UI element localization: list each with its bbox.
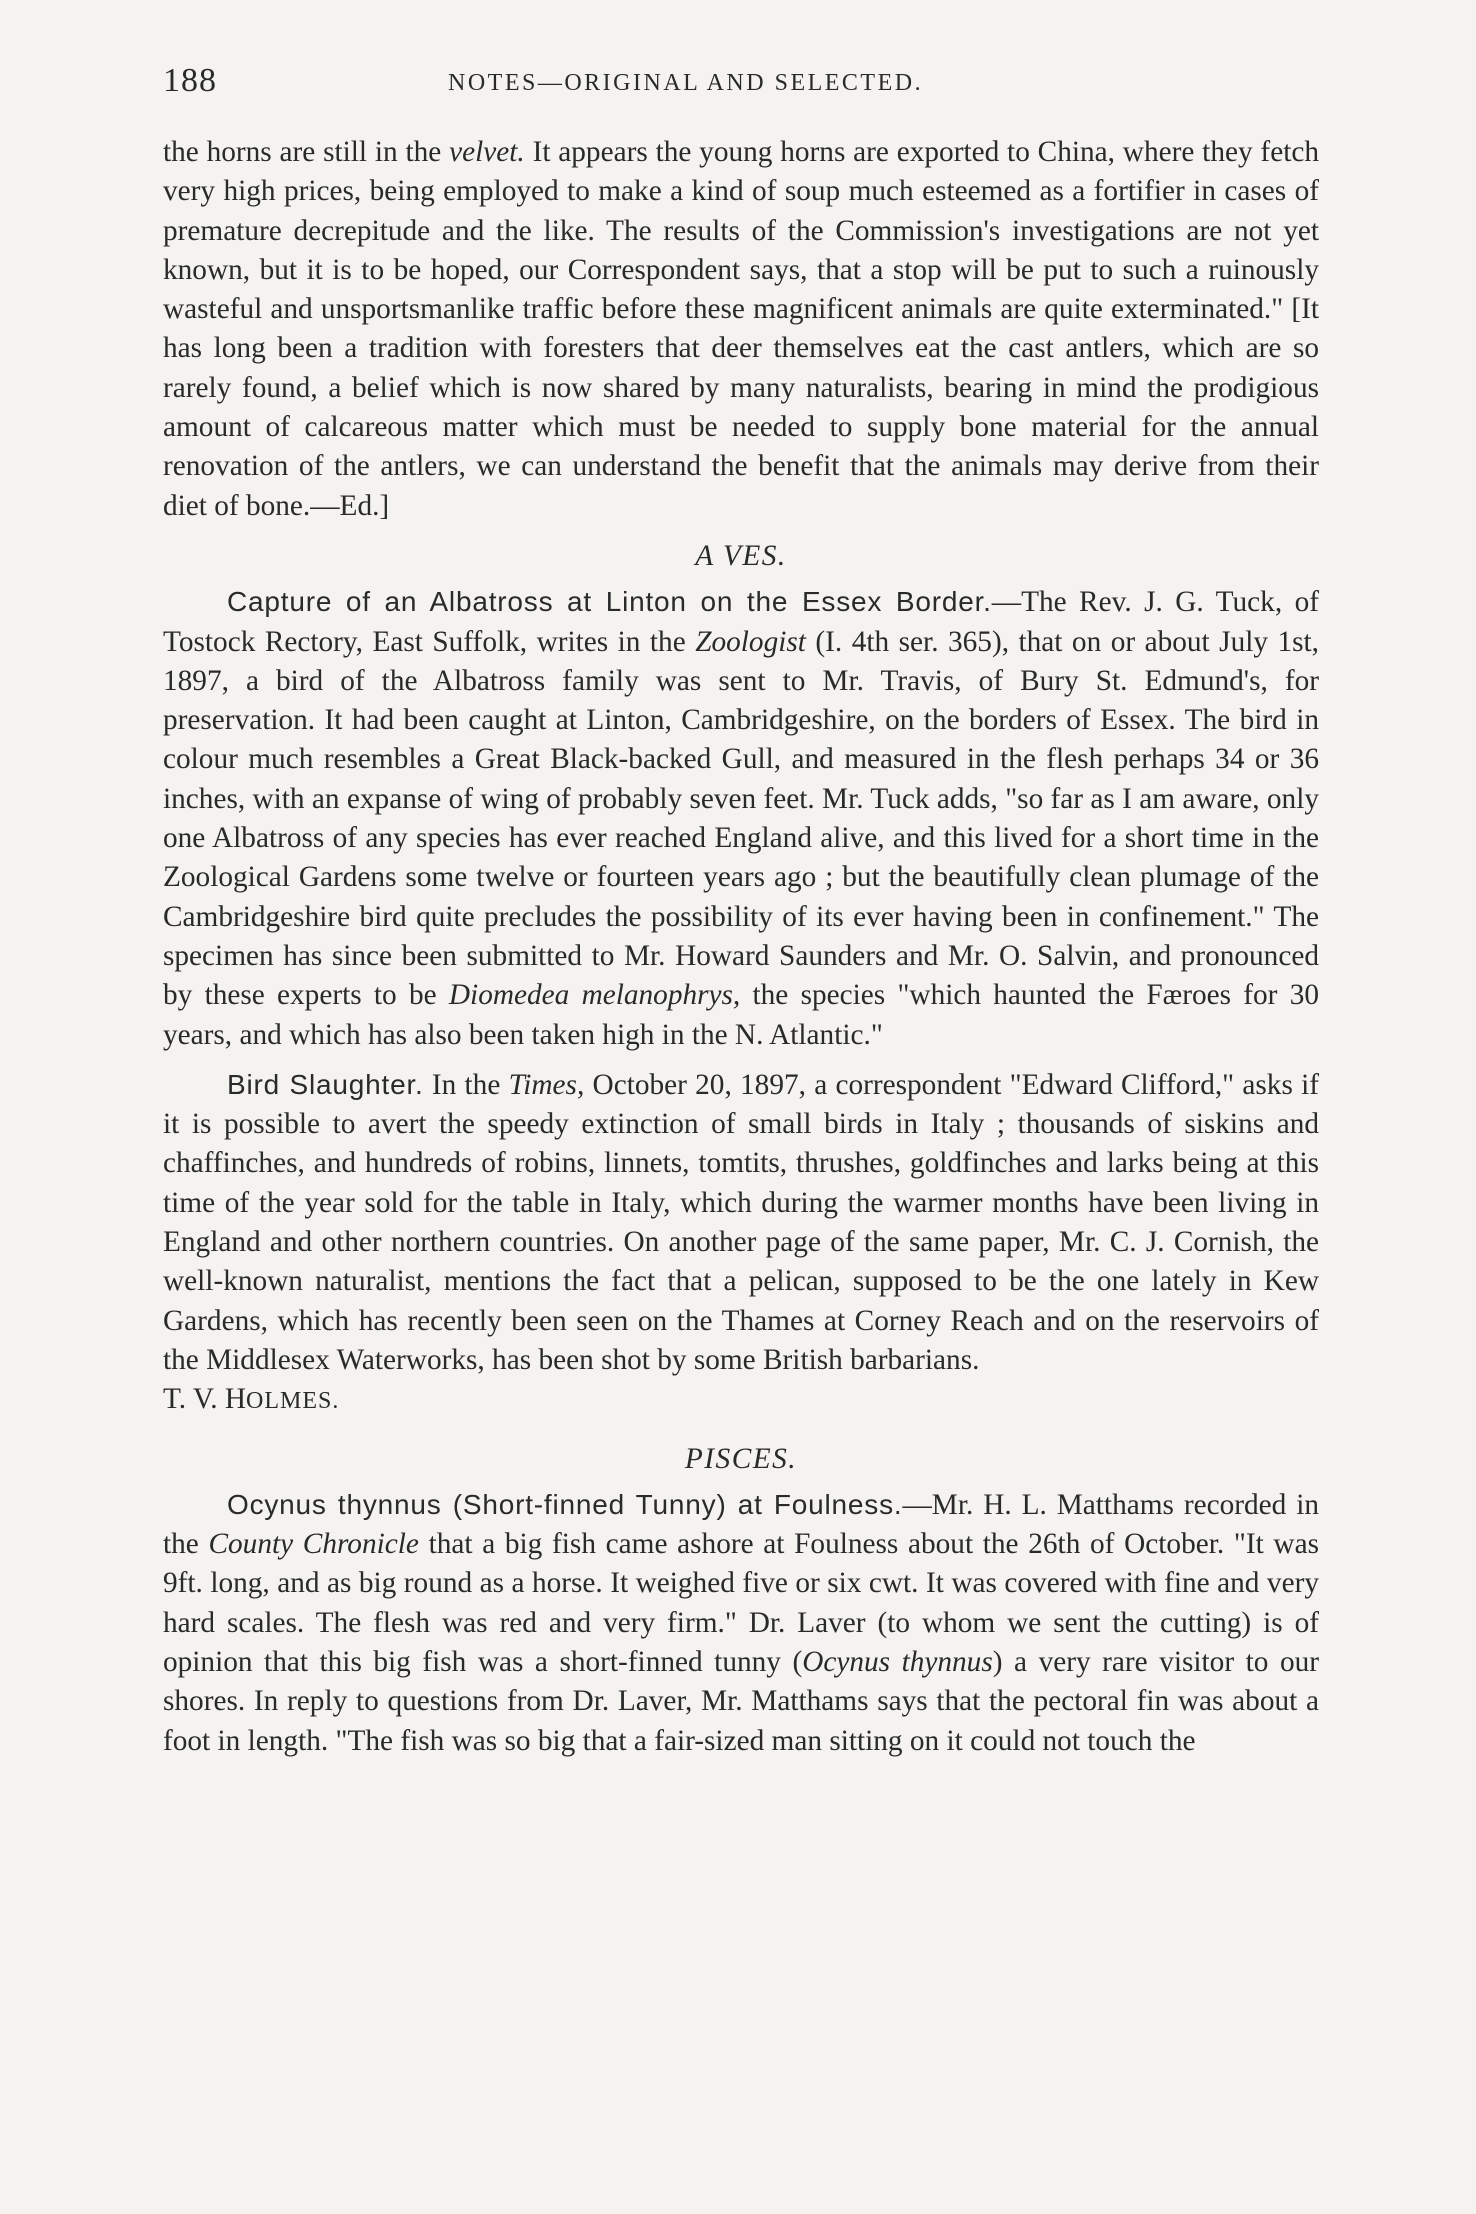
albatross-text-c: the species "which haunted the Færoes for 30 years, and which has also been taken high in the N. Atlantic." xyxy=(163,979,1319,1051)
albatross-lead: Capture of an Albatross at Linton on the Essex Border. xyxy=(227,586,992,618)
tunny-lead: Ocynus thynnus (Short-finned Tunny) at Foulness. xyxy=(227,1488,903,1520)
zoologist-title: Zoologist xyxy=(695,625,806,658)
page-body xyxy=(163,133,1319,1761)
signature-initials: T. V. H xyxy=(163,1383,247,1416)
slaughter-paragraph xyxy=(163,1065,1319,1422)
running-head: NOTES—ORIGINAL AND SELECTED. xyxy=(448,70,924,96)
velvet-term: velvet. xyxy=(449,136,525,168)
albatross-species: Diomedea melanophrys, xyxy=(448,979,741,1012)
times-title: Times, xyxy=(508,1068,585,1101)
intro-text-a: the horns are still in the xyxy=(163,136,450,168)
albatross-paragraph xyxy=(163,582,1319,1055)
intro-text-b: It appears the young horns are exported to China, where they fetch very high prices, being employed to make a kind of soup much esteemed as a fortifier in cases of premature decrepitude and the like. The results of the Commission's investigations are not yet known, but it is to be hoped, our Correspondent says, that a stop will be put to such a ruinously wasteful and unsportsmanlike traffic before these magnificent animals are quite exterminated." [It has long been a tradition with foresters that deer themselves eat the cast antlers, which are so rarely found, a belief which is now shared by many naturalists, bearing in mind the prodigious amount of calcareous matter which must be needed to supply bone material for the annual renovation of the antlers, we can understand the benefit that the animals may derive from their diet of bone.—Ed.] xyxy=(163,136,1319,522)
tunny-species: Ocynus thynnus xyxy=(802,1645,993,1678)
pisces-heading: PISCES. xyxy=(684,1442,798,1475)
aves-heading: A VES. xyxy=(695,539,787,572)
chronicle-title: County Chronicle xyxy=(208,1528,419,1561)
albatross-text-a: —The Rev. J. G. Tuck, of Tostock Rectory, East Suffolk, writes in the xyxy=(163,586,1319,658)
slaughter-text-a: In the xyxy=(423,1068,509,1101)
tunny-text-b: that a big fish came ashore at Foulness about the 26th of October. "It was 9ft. long, and as big round as a horse. It weighed five or six cwt. It was covered with fine and very hard scales. The flesh was red and very firm." Dr. Laver (to whom we sent the cutting) is of opinion that this big fish was a short-finned tunny ( xyxy=(163,1528,1319,1678)
page-number: 188 xyxy=(163,62,217,99)
paragraph-gap xyxy=(163,1055,1319,1065)
page-header xyxy=(163,62,1323,112)
intro-paragraph xyxy=(163,133,1319,526)
tunny-paragraph xyxy=(163,1485,1319,1761)
tunny-text-a: —Mr. H. L. Matthams recorded in the xyxy=(163,1488,1319,1561)
albatross-text-b: (I. 4th ser. 365), that on or about July 1st, 1897, a bird of the Albatross family was sent to Mr. Travis, of Bury St. Edmund's, for preservation. It had been caught at Linton, Cambridgeshire, on the borders of Essex. The bird in colour much resembles a Great Black-backed Gull, and measured in the flesh perhaps 34 or 36 inches, with an expanse of wing of probably seven feet. Mr. Tuck adds, "so far as I am aware, only one Albatross of any species has ever reached England alive, and this lived for a short time in the Zoological Gardens some twelve or fourteen years ago ; but the beautifully clean plumage of the Cambridgeshire bird quite precludes the possibility of its ever having been in confinement." The specimen has since been submitted to Mr. Howard Saunders and Mr. O. Salvin, and pronounced by these experts to be xyxy=(163,625,1320,1012)
slaughter-text-b: October 20, 1897, a correspondent "Edward Clifford," asks if it is possible to avert the speedy extinction of small birds in Italy ; thousands of siskins and chaffinches, and hundreds of robins, linnets, tomtits, thrushes, goldfinches and larks being at this time of the year sold for the table in Italy, which during the warmer months have been living in England and other northern countries. On another page of the same paper, Mr. C. J. Cornish, the well-known naturalist, mentions the fact that a pelican, supposed to be the one lately in Kew Gardens, which has recently been seen on the Thames at Corney Reach and on the reservoirs of the Middlesex Waterworks, has been shot by some British barbarians. xyxy=(163,1068,1320,1376)
signature-surname: OLMES. xyxy=(246,1388,340,1415)
tunny-text-c: ) a very rare visitor to our shores. In reply to questions from Dr. Laver, Mr. Matthams says that the pectoral fin was about a foot in length. "The fish was so big that a fair-sized man sitting on it could not touch the xyxy=(163,1645,1319,1757)
slaughter-lead: Bird Slaughter. xyxy=(227,1068,424,1100)
